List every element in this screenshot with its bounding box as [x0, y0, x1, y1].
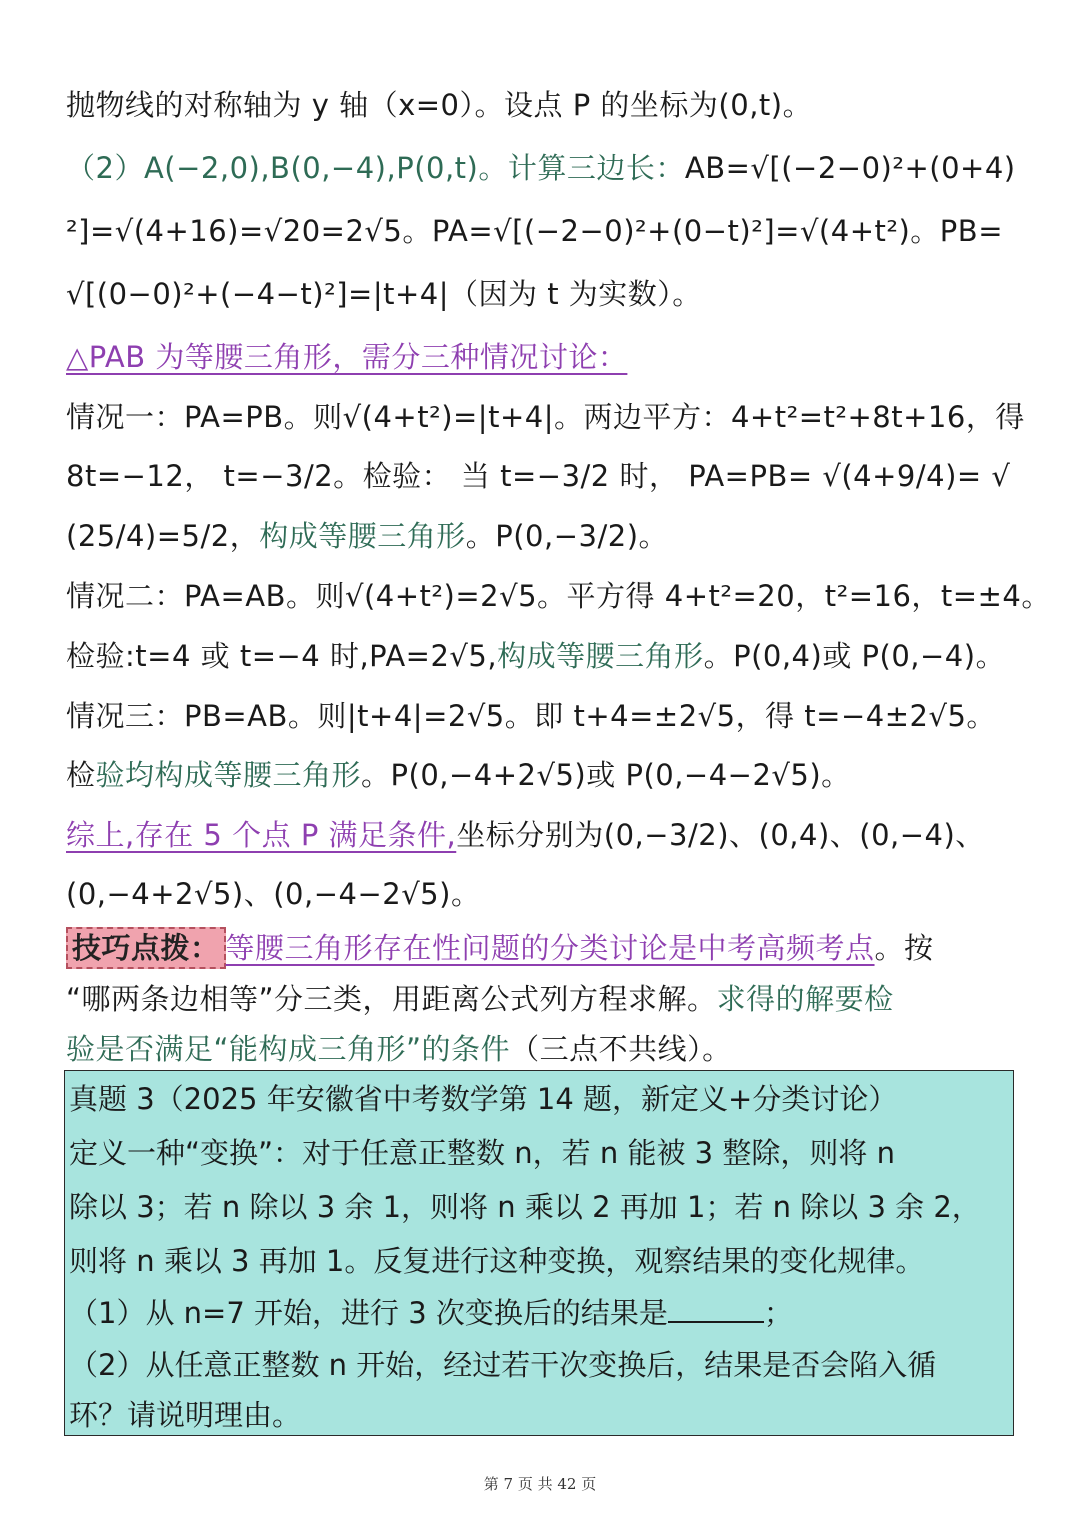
text-span: 。按	[874, 931, 934, 965]
text-line	[66, 576, 1051, 616]
highlighted-text: 求得的解要检	[716, 982, 894, 1016]
text-span: 抛物线的对称轴为 y 轴（x=0）。设点 P 的坐标为(0,t)。	[66, 88, 813, 122]
text-span: 情况二：PA=AB。则√(4+t²)=2√5。平方得 4+t²=20，t²=16，t=±4。	[66, 579, 1051, 613]
highlighted-text: （2）A(−2,0),B(0,−4),P(0,t)。计算三边长：	[66, 151, 685, 185]
text-line	[66, 815, 1016, 855]
text-line	[66, 211, 1016, 251]
text-span: AB=√[(−2−0)²+(0+4)	[684, 151, 1016, 185]
tip-line	[66, 979, 1016, 1019]
question-2: （2）从任意正整数 n 开始，经过若干次变换后，结果是否会陷入循	[69, 1348, 937, 1382]
highlighted-text: 构成等腰三角形	[497, 639, 704, 673]
text-span: 。P(0,−3/2)。	[465, 519, 669, 553]
problem-box	[64, 1070, 1014, 1436]
text-span: 情况一：PA=PB。则√(4+t²)=|t+4|。两边平方：4+t²=t²+8t+16，得	[66, 400, 1025, 434]
text-span: 检验:t=4 或 t=−4 时,PA=2√5,	[66, 639, 498, 673]
underlined-conclusion: 综上,存在 5 个点 P 满足条件,	[66, 818, 457, 852]
text-span: 检	[66, 758, 96, 792]
text-span: 。P(0,−4+2√5)或 P(0,−4−2√5)。	[361, 758, 851, 792]
section-heading	[66, 337, 1016, 377]
text-span: √[(0−0)²+(−4−t)²]=|t+4|（因为 t 为实数）。	[66, 277, 702, 311]
text-line	[66, 874, 1016, 914]
text-span: 。P(0,4)或 P(0,−4)。	[703, 639, 1006, 673]
problem-text: 除以 3；若 n 除以 3 余 1，则将 n 乘以 2 再加 1；若 n 除以 3 余 2，	[69, 1190, 981, 1224]
question-1	[69, 1293, 1013, 1333]
text-span: “哪两条边相等”分三类，用距离公式列方程求解。	[66, 982, 717, 1016]
text-line	[66, 636, 1016, 676]
tip-line	[66, 1029, 1016, 1069]
text-line	[66, 516, 1016, 556]
text-line	[66, 755, 1016, 795]
tip-label-badge: 技巧点拨：	[66, 927, 226, 969]
text-span: ²]=√(4+16)=√20=2√5。PA=√[(−2−0)²+(0−t)²]=√(4+t²)。PB=	[66, 214, 1003, 248]
underlined-heading: △PAB 为等腰三角形，需分三种情况讨论：	[66, 340, 628, 374]
text-line	[66, 696, 1016, 736]
text-span: (25/4)=5/2，	[66, 519, 260, 553]
text-span: (0,−4+2√5)、(0,−4−2√5)。	[66, 877, 481, 911]
page-footer: 第 7 页 共 42 页	[483, 1475, 597, 1493]
text-span: （三点不共线）。	[510, 1032, 732, 1066]
text-line	[66, 85, 1016, 125]
text-line	[66, 397, 1025, 437]
highlighted-text: 构成等腰三角形	[259, 519, 466, 553]
tip-line	[66, 927, 1016, 969]
text-span: 坐标分别为(0,−3/2)、(0,4)、(0,−4)、	[456, 818, 985, 852]
underlined-tip: 等腰三角形存在性问题的分类讨论是中考高频考点	[225, 931, 875, 965]
problem-text: 定义一种“变换”：对于任意正整数 n，若 n 能被 3 整除，则将 n	[69, 1136, 895, 1170]
problem-text: 则将 n 乘以 3 再加 1。反复进行这种变换，观察结果的变化规律。	[69, 1244, 925, 1278]
highlighted-text: 验是否满足“能构成三角形”的条件	[66, 1032, 511, 1066]
text-line	[66, 274, 1016, 314]
question-2-cont: 环？请说明理由。	[69, 1398, 302, 1432]
text-line	[66, 148, 1016, 188]
text-span: 情况三：PB=AB。则|t+4|=2√5。即 t+4=±2√5，得 t=−4±2√5。	[66, 699, 996, 733]
highlighted-text: 验均构成等腰三角形	[95, 758, 362, 792]
text-line	[66, 456, 1016, 496]
problem-title: 真题 3（2025 年安徽省中考数学第 14 题，新定义+分类讨论）	[69, 1082, 898, 1116]
answer-blank	[668, 1293, 764, 1323]
text-span: 8t=−12， t=−3/2。检验： 当 t=−3/2 时， PA=PB= √(4+9/4)= √	[66, 459, 1011, 493]
text-span: ；	[763, 1296, 793, 1330]
question-text: （1）从 n=7 开始，进行 3 次变换后的结果是	[69, 1296, 668, 1330]
